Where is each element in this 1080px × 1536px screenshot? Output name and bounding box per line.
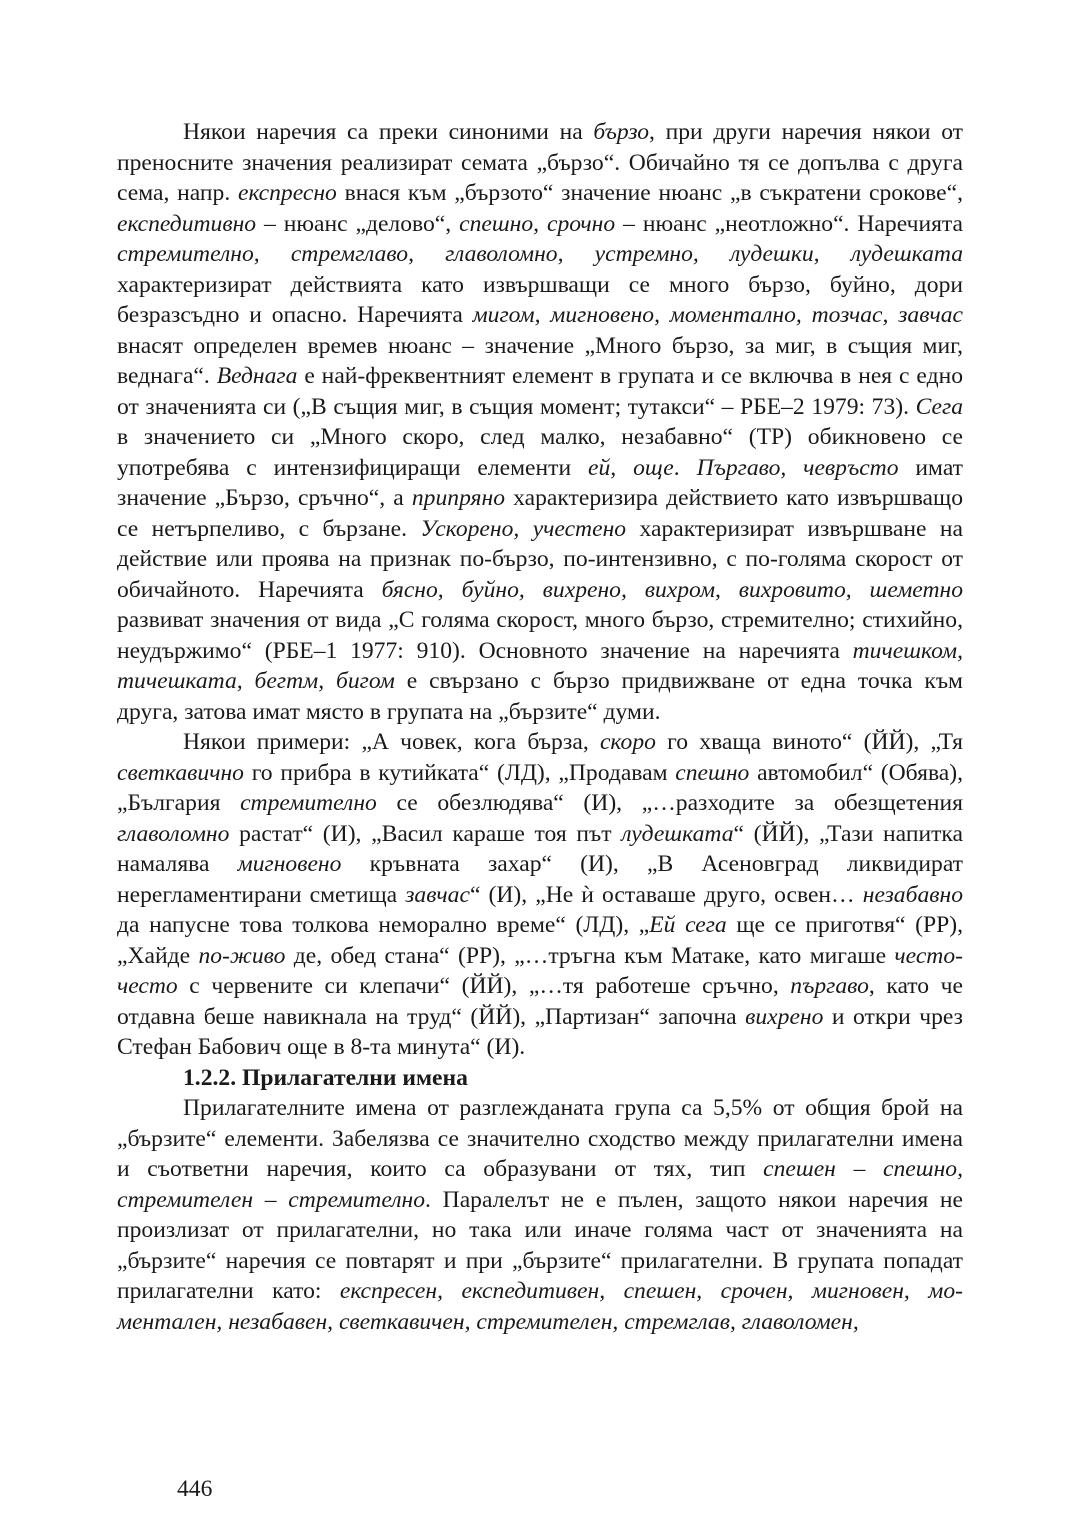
italic-term: бясно, буйно, вихрено, вихром, вихровито, шеметно — [381, 576, 963, 603]
italic-term: експресен, експедитивен, спешен, срочен, мигновен, моментален, незабавен, светкавичен, стремителен, стремглав, главоломен, — [117, 1278, 963, 1335]
text-run: да напусне това толкова неморално време“ (ЛД), „ — [117, 912, 650, 938]
text-run: е свързано с бързо придвижване от една точка към друга, затова имат място в групата на „бързите“ думи. — [117, 668, 963, 725]
italic-term: вихрено — [745, 1003, 824, 1030]
text-run: . Паралелът не е пълен, защото някои наречия не произлизат от прилагателни, но така или иначе голяма част от значенията на „бързите“ наречия се повтарят и при „бързите“ прилагателни. В групата попадат прилагателни като: — [117, 1186, 964, 1304]
italic-term: Ей сега — [649, 912, 727, 938]
text-run: кръвната захар“ (И), „В Асеновград ликвидират нерегламентирани сметища — [117, 851, 963, 908]
italic-term: често-често — [117, 942, 964, 999]
text-run: внасят определен времев нюанс – значение „Много бързо, за миг, в същия миг, веднага“. — [117, 332, 963, 389]
italic-term: ей, още — [588, 454, 674, 481]
text-run: го хваща виното“ (ЙЙ), „Тя — [655, 729, 963, 755]
italic-term: Веднага — [216, 363, 298, 389]
text-run: се обезлюдява“ (И), „…разходите за обезщетения — [376, 790, 963, 816]
text-run: и откри чрез Стефан Бабович още в 8-та минута“ (И). — [117, 1003, 963, 1060]
text-run: Прилагателните имена от разглежданата група са 5,5% от общия брой на „бързите“ елементи. Забелязва се значително сходство между прилагателни имена и съответни наречия, които са образувани от тях, тип — [117, 1095, 963, 1182]
text-run: растат“ (И), „Васил караше тоя път — [229, 820, 622, 847]
text-run: внася към „бързото“ значение нюанс „в съкратени срокове“, — [336, 180, 963, 206]
italic-term: стремително — [240, 790, 377, 816]
italic-term: тичешком, тичешката, бегтм, бигом — [117, 637, 963, 694]
italic-term: спешен – спешно, стремителен – стремително — [117, 1156, 963, 1213]
text-run: в значението си „Много скоро, след малко, незабавно“ (ТР) обикновено се употребява с интензифициращи елементи — [117, 424, 963, 481]
text-run: характеризират извършване на действие или проява на признак по-бързо, по-интензивно, с по-голяма скорост от обичайното. Наречията — [117, 515, 963, 603]
text-run: Някои примери: „А човек, кога бърза, — [183, 729, 600, 755]
italic-term: по-живо — [198, 942, 286, 969]
italic-term: главоломно — [117, 820, 230, 847]
italic-term: мигом, мигновено, моментално, тозчас, завчас — [472, 302, 963, 328]
italic-term: експресно — [238, 180, 337, 206]
italic-term: лудешката — [621, 820, 734, 847]
page-number: 446 — [177, 1476, 213, 1502]
italic-term: Пъргаво, чевръсто — [696, 454, 899, 481]
italic-term: Ускорено, учестено — [420, 515, 627, 542]
italic-term: мигновено — [237, 851, 342, 877]
text-run: характеризират действията като извършващи се много бързо, буйно, дори безразсъдно и опасно. Наречията — [117, 271, 963, 328]
text-run: “ (И), „Не ѝ оставаше друго, освен… — [469, 881, 863, 908]
text-run: го прибра в кутийката“ (ЛД), „Продавам — [243, 759, 676, 786]
text-run: “ (ЙЙ), „Тази напитка намалява — [117, 820, 963, 877]
italic-term: припряно — [411, 485, 506, 511]
italic-term: светкавично — [117, 759, 244, 786]
document-page — [117, 117, 963, 1517]
italic-term: скоро — [599, 729, 656, 755]
text-run: характеризира действието като извършващо се нетърпеливо, с бързане. — [117, 485, 963, 542]
text-run: автомобил“ (Обява), „България — [117, 759, 964, 816]
italic-term: експедитивно — [117, 210, 257, 237]
section-heading: 1.2.2. Прилагателни имена — [183, 1064, 468, 1091]
italic-term: пъргаво — [790, 973, 869, 999]
paragraph-adjectives — [117, 1093, 963, 1337]
italic-term: стремително, стремглаво, главоломно, устремно, лудешки, лудешката — [117, 241, 963, 267]
italic-term: Сега — [915, 393, 963, 420]
text-run: е най-фреквентният елемент в групата и се включва в нея с едно от значенията си („В същия миг, в същия момент; тутакси“ – РБЕ–2 1979: 73). — [117, 363, 963, 420]
text-run: – нюанс „неотложно“. Наречията — [615, 210, 963, 237]
text-run: . — [673, 454, 697, 481]
italic-term: спешно — [675, 759, 750, 786]
text-run: ще се приготвя“ (РР), „Хайде — [117, 912, 963, 969]
text-run: , при други наречия някои от преносните значения реализират семата „бързо“. Обичайно тя се допълва с друга сема, напр. — [117, 119, 963, 206]
italic-term: завчас — [405, 881, 470, 908]
italic-term: незабавно — [862, 881, 964, 908]
text-run: имат значение „Бързо, сръчно“, а — [117, 454, 963, 511]
text-run: Някои наречия са преки синоними на — [183, 119, 594, 145]
text-run: – нюанс „делово“, — [256, 210, 460, 237]
text-run: с червените си клепачи“ (ЙЙ), „…тя работеше сръчно, — [177, 973, 791, 999]
paragraph-adverbs-overview — [117, 117, 963, 727]
paragraph-examples — [117, 727, 963, 1063]
text-run: развиват значения от вида „С голяма скорост, много бързо, стремително; стихийно, неудържимо“ (РБЕ–1 1977: 910). Основното значение на наречията — [117, 607, 963, 664]
italic-term: бързо — [593, 119, 650, 145]
text-run: де, обед стана“ (РР), „…тръгна към Матаке, като мигаше — [285, 942, 895, 969]
text-run: , като че отдавна беше навикнала на труд“ (ЙЙ), „Партизан“ започна — [117, 973, 964, 1030]
italic-term: спешно, срочно — [459, 210, 616, 237]
